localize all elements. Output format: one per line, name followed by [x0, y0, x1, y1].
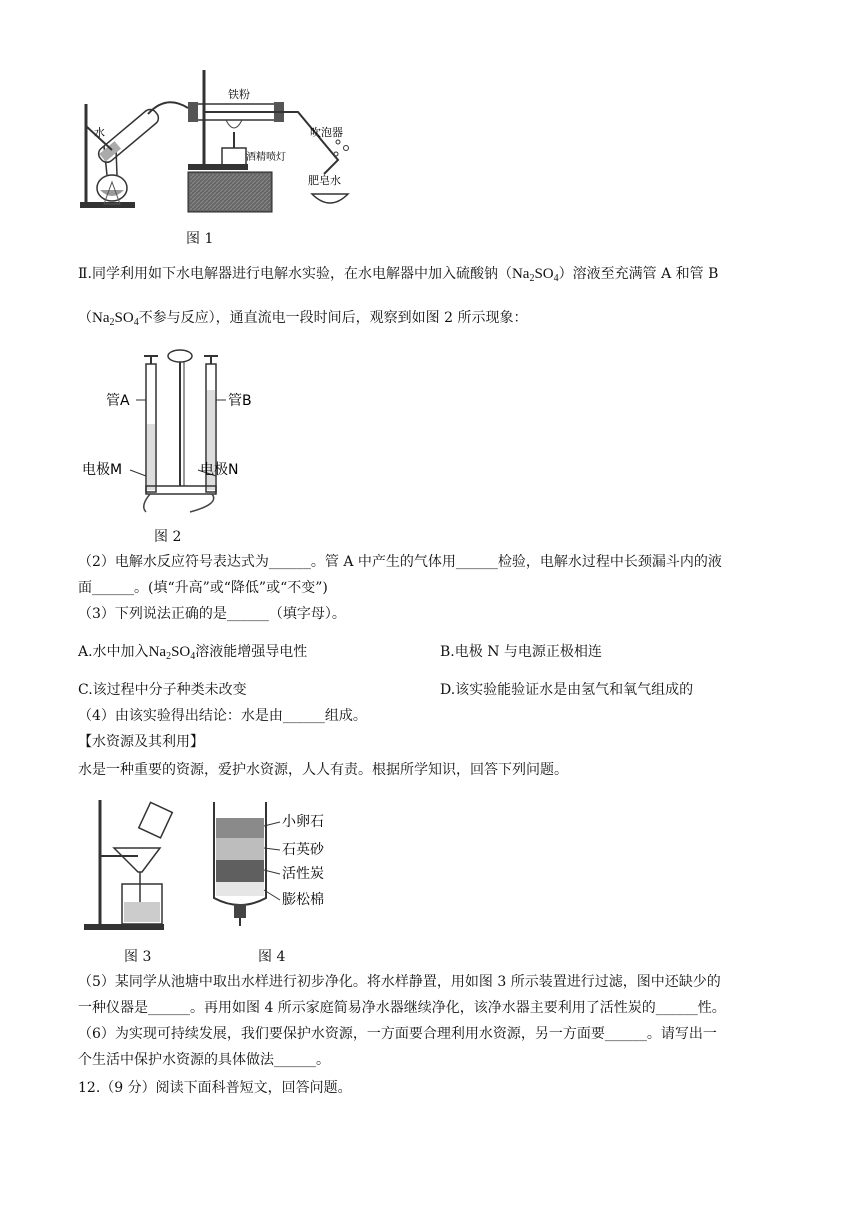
q5-line1: （5）某同学从池塘中取出水样进行初步净化。将水样静置，用如图 3 所示装置进行过滤，图中还缺少的 — [78, 974, 721, 990]
fig4-label-quartz: 石英砂 — [282, 842, 324, 858]
fig1-label-lamp: 酒精喷灯 — [246, 152, 286, 163]
fig1-label-blower: 吹泡器 — [310, 126, 343, 139]
q3-option-b: B.电极 N 与电源正极相连 — [440, 644, 602, 660]
part2-line1 — [78, 264, 718, 289]
filtration-apparatus-diagram — [84, 798, 184, 932]
q6-line1: （6）为实现可持续发展，我们要保护水资源，一方面要合理利用水资源，另一方面要______。请写出一 — [78, 1026, 717, 1042]
q5-line2: 一种仪器是______。再用如图 4 所示家庭简易净水器继续净化，该净水器主要利用了活性炭的______性。 — [78, 1000, 726, 1016]
fig2-label-electrodeN: 电极N — [200, 462, 239, 478]
fig2-caption: 图 2 — [154, 529, 182, 545]
part2-line2 — [78, 308, 528, 333]
fig1-caption: 图 1 — [186, 231, 214, 247]
figure-4 — [204, 798, 364, 938]
fig4-label-carbon: 活性炭 — [282, 866, 324, 882]
water-electrolyzer-diagram — [78, 346, 258, 516]
formula-na2so4-2: $Na_2SO_4$ — [92, 310, 139, 328]
q2-line2: 面______。(填“升高”或“降低”或“不变”) — [78, 580, 328, 596]
fig2-label-tubeA: 管A — [106, 393, 130, 409]
fig4-label-cotton: 膨松棉 — [282, 892, 324, 908]
q3-option-c: C.该过程中分子种类未改变 — [78, 682, 247, 698]
q3-stem: （3）下列说法正确的是______（填字母）。 — [78, 606, 346, 622]
formula-na2so4-3: $Na_2SO_4$ — [148, 644, 196, 662]
figure-2 — [78, 346, 258, 516]
q3-option-d: D.该实验能验证水是由氢气和氧气组成的 — [440, 682, 694, 698]
q4-text: （4）由该实验得出结论：水是由______组成。 — [78, 708, 367, 724]
fig1-label-soap: 肥皂水 — [308, 174, 341, 187]
part2-line2-pre: （ — [78, 310, 92, 326]
iron-steam-apparatus-diagram — [76, 64, 366, 216]
q2-line1: （2）电解水反应符号表达式为______。管 A 中产生的气体用______检验，电解水过程中长颈漏斗内的液 — [78, 554, 722, 570]
q6-line2: 个生活中保护水资源的具体做法______。 — [78, 1052, 330, 1068]
figure-1 — [76, 64, 366, 216]
q12-heading: 12.（9 分）阅读下面科普短文，回答问题。 — [78, 1080, 352, 1096]
home-water-purifier-diagram — [204, 798, 364, 938]
formula-na2so4-1: $Na_2SO_4$ — [511, 266, 559, 284]
q3-option-a-post: 溶液能增强导电性 — [195, 644, 308, 660]
fig3-caption: 图 3 — [124, 949, 152, 965]
figure-3 — [84, 798, 184, 932]
q3-option-a — [78, 642, 307, 667]
part2-line1-pre: Ⅱ.同学利用如下水电解器进行电解水实验，在水电解器中加入硫酸钠（ — [78, 266, 512, 282]
section-intro: 水是一种重要的资源，爱护水资源，人人有责。根据所学知识，回答下列问题。 — [78, 762, 568, 778]
fig1-label-iron: 铁粉 — [228, 88, 250, 101]
section-title: 【水资源及其利用】 — [78, 734, 204, 750]
fig4-caption: 图 4 — [258, 949, 286, 965]
q3-option-a-pre: A.水中加入 — [78, 644, 149, 660]
fig2-label-tubeB: 管B — [228, 393, 252, 409]
part2-line1-post: ）溶液至充满管 A 和管 B — [558, 266, 719, 282]
fig4-label-pebble: 小卵石 — [282, 814, 324, 830]
fig1-label-water: 水 — [94, 126, 105, 139]
fig2-label-electrodeM: 电极M — [82, 462, 123, 478]
part2-line2-post: 不参与反应），通直流电一段时间后，观察到如图 2 所示现象： — [138, 310, 528, 326]
